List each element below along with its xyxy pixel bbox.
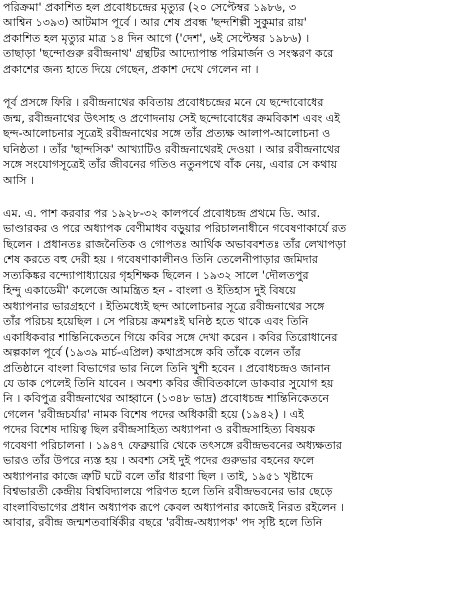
text-line: তাঁর পরিচয় হয়েছিল । সে পরিচয় ক্রমশঃই ঘনিষ্ঠ হতে থাকে এবং তিনি: [3, 315, 309, 329]
text-line: প্রতিষ্ঠানে বাংলা বিভাগের ভার নিলে তিনি খুশী হবেন । প্রবোধচন্দ্রও জানান: [3, 361, 331, 375]
paragraph-3: [3, 206, 454, 531]
text-line: ঘনিষ্ঠতা । তাঁর 'ছান্দসিক' আখ্যাটিও রবীন্দ্রনাথেরই দেওয়া । আর রবীন্দ্রনাথের: [3, 142, 341, 156]
text-line: সত্যকিঙ্কর বন্দ্যোপাধ্যায়ের গৃহশিক্ষক ছিলেন । ১৯৩২ সালে 'দৌলতপুর: [3, 268, 309, 282]
text-line: গেলেন 'রবীন্দ্রচর্যার' নামক বিশেষ পদের অধিকারী হয়ে (১৯৪২) । এই: [3, 407, 304, 421]
text-line: ভাণ্ডারকর ও পরে অধ্যাপক বেণীমাধব বড়ুয়ার পরিচালনাধীনে গবেষণাকার্যে রত: [3, 222, 347, 236]
text-line: ছিলেন । প্রধানতঃ রাজনৈতিক ও গোপতঃ আর্থিক অভাববশতঃ তাঁর লেখাপড়া: [3, 237, 347, 251]
text-line: অল্পকাল পূর্বে (১৯৩৯ মার্চ-এপ্রিল) কথাপ্রসঙ্গে কবি তাঁকে বলেন তাঁর: [3, 346, 301, 360]
paragraph-2: [3, 95, 454, 188]
text-line: অধ্যাপনার কাজে ত্রুটি ঘটে বলে তাঁর ধারণা ছিল । তাই, ১৯৫১ খৃষ্টাব্দে: [3, 469, 314, 483]
text-line: এম. এ. পাশ করবার পর ১৯২৮-৩২ কালপর্বে প্রবোধচন্দ্র প্রথমে ডি. আর.: [3, 206, 321, 220]
text-line: তাছাড়া 'ছন্দোগুরু রবীন্দ্রনাথ' গ্রন্থটির আদ্যোপান্ত পরিমার্জন ও সংস্করণ করে: [3, 47, 334, 61]
text-line: বিশ্বভারতী কেন্দ্রীয় বিশ্ববিদ্যালয়ে পরিণত হলে তিনি রবীন্দ্রভবনের ভার ছেড়ে: [3, 485, 333, 499]
paragraph-gap: [3, 77, 454, 95]
text-line: ভারও তাঁর উপরে ন্যস্ত হয় । অবশ্য সেই দুই পদের গুরুভার বহনের ফলে: [3, 454, 315, 468]
text-line: নি । কবিপুত্র রবীন্দ্রনাথের আহ্বানে (১৩৪৮ ভাদ্র) প্রবোধচন্দ্র শান্তিনিকেতনে: [3, 392, 330, 406]
text-line: প্রকাশিত হল মৃত্যুর মাত্র ১৪ দিন আগে ('দেশ', ৬ই সেপ্টেম্বর ১৯৮৬) ।: [3, 31, 310, 45]
text-line: পদের বিশেষ দায়িত্ব ছিল রবীন্দ্রসাহিত্য অধ্যাপনা ও রবীন্দ্রসাহিত্য বিষয়ক: [3, 423, 316, 437]
text-line: সঙ্গে সংযোগসূত্রেই তাঁর জীবনের গতিও নতুনপথে বাঁক নেয়, এবার সে কথায়: [3, 158, 338, 172]
text-line: হিন্দু একাডেমী' কলেজে আমন্ত্রিত হন - বাংলা ও ইতিহাস দুই বিষয়ে: [3, 284, 296, 298]
text-line: গবেষণা পরিচালনা । ১৯৪৭ ফেব্রুয়ারি থেকে তৎসঙ্গে রবীন্দ্রভবনের অধ্যক্ষতার: [3, 438, 342, 452]
text-line: অধ্যাপনার ভারগ্রহণে । ইতিমধ্যেই ছন্দ আলোচনার সূত্রে রবীন্দ্রনাথের সঙ্গে: [3, 299, 325, 313]
paragraph-1: [3, 0, 454, 77]
text-line: একাধিকবার শান্তিনিকেতনে গিয়ে কবির সঙ্গে দেখা করেন । কবির তিরোধানের: [3, 330, 338, 344]
paragraph-gap: [3, 188, 454, 206]
text-line: আসি ।: [3, 173, 34, 187]
text-line: আশ্বিন ১৩৯৩) আটমাস পূর্বে । আর শেষ প্রবন্ধ 'ছন্দশিল্পী সুকুমার রায়': [3, 16, 307, 30]
text-line: বাংলাবিভাগের প্রধান অধ্যাপক রূপে কেবল অধ্যাপনার কাজেই নিরত রইলেন ।: [3, 500, 344, 514]
text-line: আবার, রবীন্দ্র জন্মশতবার্ষিকীর বছরে 'রবীন্দ্র-অধ্যাপক' পদ সৃষ্টি হলে তিনি: [3, 516, 323, 530]
text-line: পূর্ব প্রসঙ্গে ফিরি । রবীন্দ্রনাথের কবিতায় প্রবোধচন্দ্রের মনে যে ছন্দোবোধের: [3, 96, 324, 110]
text-line: পরিক্রমা' প্রকাশিত হল প্রবোধচন্দ্রের মৃত্যুর (২০ সেপ্টেম্বর ১৯৮৬, ৩: [3, 1, 297, 14]
text-line: জন্ম, রবীন্দ্রনাথের উৎসাহ ও প্রণোদনায় সেই ছন্দোবোধের ক্রমবিকাশ এবং এই: [3, 111, 341, 125]
text-line: ছন্দ-আলোচনার সূত্রেই রবীন্দ্রনাথের সঙ্গে তাঁর প্রত্যক্ষ আলাপ-আলোচনা ও: [3, 127, 331, 141]
text-line: প্রকাশের জন্য হাতে দিয়ে গেছেন, প্রকাশ দেখে গেলেন না ।: [3, 62, 259, 76]
text-line: শেষ করতে বহু দেরী হয় । গবেষণাকালীনও তিনি তেলেনীপাড়ার জমিদার: [3, 253, 318, 267]
text-line: যে ডাক পেলেই তিনি যাবেন । অবশ্য কবির জীবিতকালে ডাকবার সুযোগ হয়: [3, 376, 334, 390]
